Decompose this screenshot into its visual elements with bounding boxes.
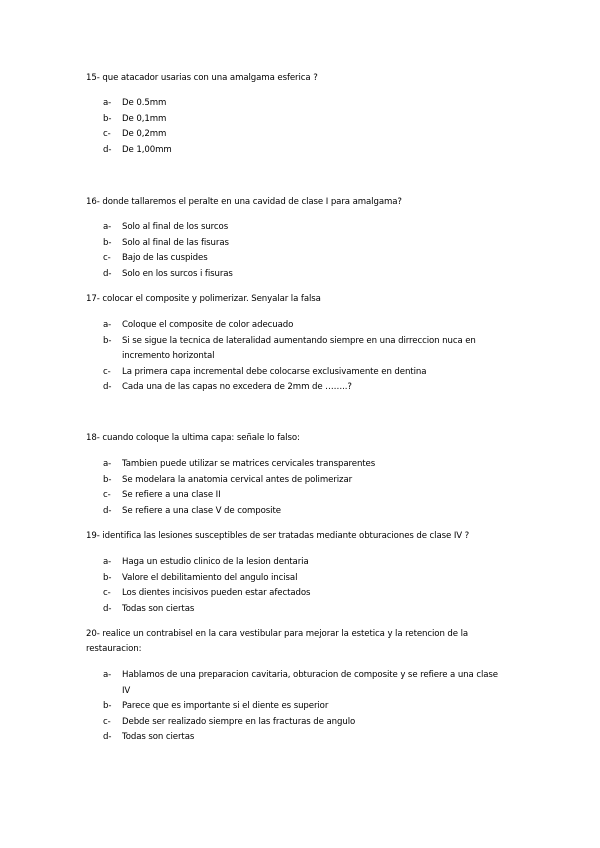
question-18: 18- cuando coloque la ultima capa: señale lo falso: — [86, 433, 300, 443]
option-15-d — [103, 143, 172, 159]
option-marker: b- — [103, 474, 112, 485]
option-20-a — [103, 668, 502, 699]
option-text: De 0,1mm — [122, 113, 167, 124]
option-text: Se modelara la anatomia cervical antes de polimerizar — [122, 474, 353, 485]
option-text: Solo al final de las fisuras — [122, 237, 229, 248]
options-15 — [103, 96, 172, 158]
options-19 — [103, 555, 310, 617]
option-marker: a- — [103, 670, 112, 680]
option-marker: d- — [103, 382, 112, 392]
option-text: Todas son ciertas — [122, 603, 195, 614]
option-17-a — [103, 318, 502, 334]
option-18-d — [103, 504, 375, 520]
option-15-a — [103, 96, 172, 112]
option-19-d — [103, 602, 310, 618]
option-marker: a- — [103, 222, 112, 232]
options-20 — [103, 668, 502, 746]
option-text: De 0.5mm — [122, 98, 167, 108]
question-15: 15- que atacador usarias con una amalgama esferica ? — [86, 73, 318, 83]
option-18-b — [103, 473, 375, 489]
option-marker: d- — [103, 505, 112, 516]
option-text: Tambien puede utilizar se matrices cervicales transparentes — [122, 459, 376, 469]
option-text: Debde ser realizado siempre en las fracturas de angulo — [122, 716, 356, 727]
options-16 — [103, 220, 233, 282]
option-text: De 1,00mm — [122, 144, 172, 155]
option-19-b — [103, 571, 310, 587]
option-text: Hablamos de una preparacion cavitaria, obturacion de composite y se refiere a una clase IV — [122, 670, 498, 696]
option-marker: a- — [103, 320, 112, 330]
option-17-d — [103, 380, 502, 396]
option-16-c — [103, 251, 233, 267]
option-18-c — [103, 488, 375, 504]
question-19: 19- identifica las lesiones susceptibles de ser tratadas mediante obturaciones de clase IV ? — [86, 531, 470, 541]
option-text: Haga un estudio clinico de la lesion dentaria — [122, 557, 309, 567]
option-marker: c- — [103, 588, 111, 598]
option-20-b — [103, 699, 502, 715]
option-marker: b- — [103, 113, 112, 124]
option-marker: b- — [103, 701, 112, 711]
options-18 — [103, 457, 375, 519]
option-text: De 0,2mm — [122, 129, 167, 139]
option-18-a — [103, 457, 375, 473]
option-marker: d- — [103, 268, 112, 279]
option-15-c — [103, 127, 172, 143]
option-marker: d- — [103, 732, 112, 742]
option-16-a — [103, 220, 233, 236]
option-marker: b- — [103, 237, 112, 248]
question-20: 20- realice un contrabisel en la cara vestibular para mejorar la estetica y la retencion de la restauracion: — [86, 629, 469, 654]
option-15-b — [103, 112, 172, 128]
option-marker: c- — [103, 253, 111, 263]
option-marker: b- — [103, 335, 112, 346]
option-16-b — [103, 236, 233, 252]
option-19-a — [103, 555, 310, 571]
question-17: 17- colocar el composite y polimerizar. Senyalar la falsa — [86, 294, 321, 304]
option-marker: b- — [103, 572, 112, 583]
option-marker: d- — [103, 144, 112, 155]
option-text: Cada una de las capas no excedera de 2mm de ……..? — [122, 382, 352, 392]
option-marker: c- — [103, 129, 111, 139]
option-20-d — [103, 730, 502, 746]
option-text: Coloque el composite de color adecuado — [122, 320, 294, 330]
option-text: La primera capa incremental debe colocarse exclusivamente en dentina — [122, 366, 427, 377]
option-19-c — [103, 586, 310, 602]
option-17-c — [103, 365, 502, 381]
option-text: Parece que es importante si el diente es superior — [122, 701, 329, 711]
option-marker: a- — [103, 459, 112, 469]
option-marker: c- — [103, 366, 111, 377]
option-text: Los dientes incisivos pueden estar afectados — [122, 588, 311, 598]
option-text: Valore el debilitamiento del angulo incisal — [122, 572, 298, 583]
option-marker: a- — [103, 98, 112, 108]
option-text: Bajo de las cuspides — [122, 253, 208, 263]
option-text: Si se sigue la tecnica de lateralidad aumentando siempre en una dirreccion nuca en incremento horizontal — [122, 335, 476, 361]
option-text: Solo al final de los surcos — [122, 222, 229, 232]
option-17-b — [103, 334, 502, 365]
option-20-c — [103, 715, 502, 731]
option-16-d — [103, 267, 233, 283]
option-text: Se refiere a una clase V de composite — [122, 505, 281, 516]
option-text: Solo en los surcos i fisuras — [122, 268, 233, 279]
option-text: Todas son ciertas — [122, 732, 195, 742]
option-text: Se refiere a una clase II — [122, 490, 221, 500]
question-16: 16- donde tallaremos el peralte en una cavidad de clase I para amalgama? — [86, 197, 402, 207]
option-marker: c- — [103, 490, 111, 500]
option-marker: c- — [103, 716, 111, 727]
option-marker: a- — [103, 557, 112, 567]
options-17 — [103, 318, 502, 396]
option-marker: d- — [103, 603, 112, 614]
